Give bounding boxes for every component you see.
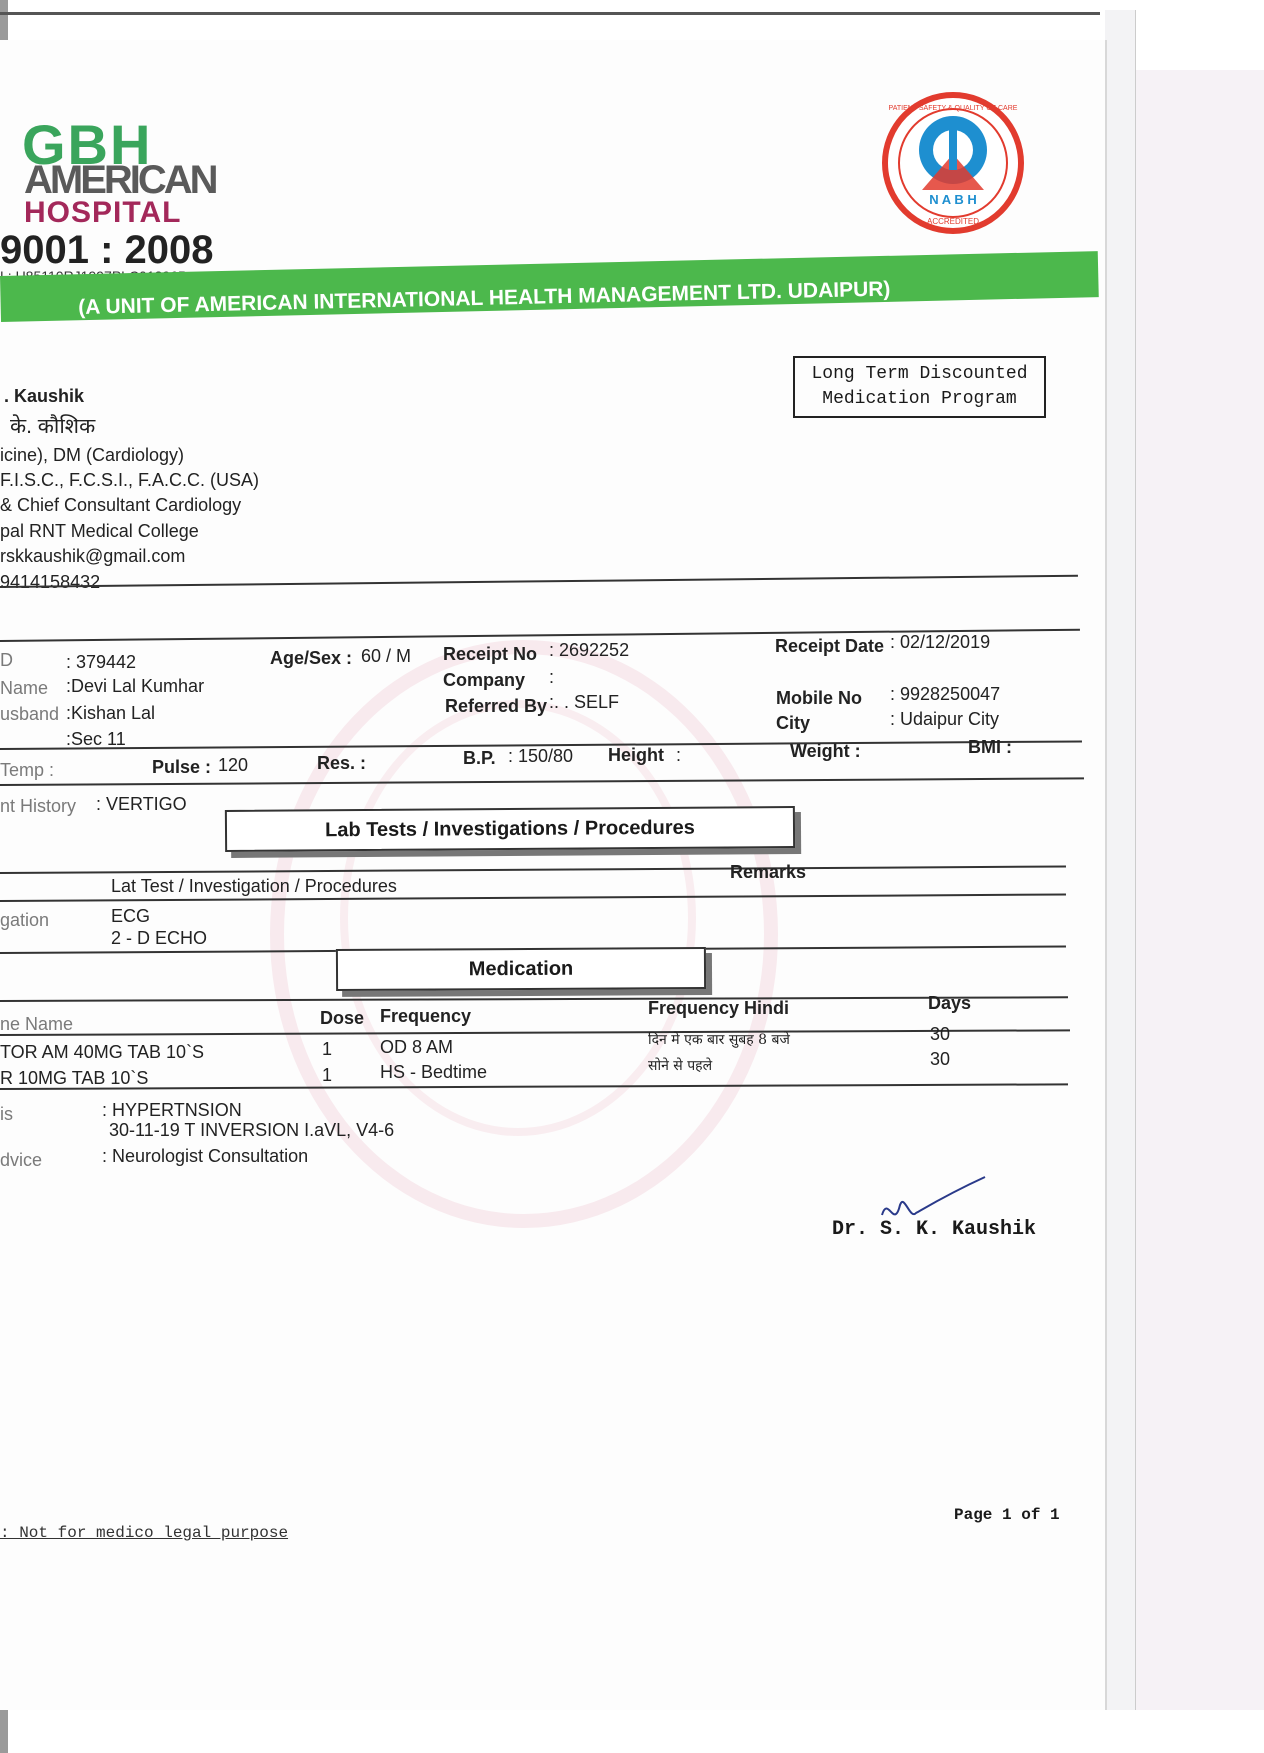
receipt-no-label: Receipt No [443, 644, 538, 664]
med-col-dose: Dose [320, 1008, 365, 1028]
nabh-mid-text: N A B H [929, 192, 977, 207]
receipt-no-value: : 2692252 [549, 640, 630, 660]
doctor-college: pal RNT Medical College [0, 521, 199, 541]
husband-label: usband [0, 704, 60, 724]
med-row-dose: 1 [322, 1039, 333, 1059]
address-value: :Sec 11 [66, 729, 126, 749]
city-label: City [776, 713, 811, 733]
med-row-frequency: OD 8 AM [380, 1037, 454, 1057]
background-sheet [1105, 10, 1136, 1710]
doctor-phone: 9414158432 [0, 572, 101, 592]
husband-value: :Kishan Lal [66, 703, 156, 723]
investigation-label: gation [0, 910, 50, 930]
logo-american: AMERICAN [24, 158, 216, 202]
patient-id-label: D [0, 650, 13, 670]
nabh-bottom-text: ACCREDITED [926, 217, 980, 226]
patient-name-value: :Devi Lal Kumhar [66, 676, 205, 696]
history-label: nt History [0, 796, 77, 816]
nabh-seal-icon [882, 92, 1024, 234]
med-row-name: TOR AM 40MG TAB 10`S [0, 1042, 205, 1062]
med-row-frequency: HS - Bedtime [380, 1062, 488, 1082]
company-label: Company [443, 670, 526, 690]
logo-gbh: GBH [22, 113, 153, 176]
med-col-name: ne Name [0, 1014, 74, 1034]
doctor-qualification: icine), DM (Cardiology) [0, 445, 185, 465]
med-col-frequency: Frequency [380, 1006, 472, 1026]
mobile-label: Mobile No [776, 688, 862, 708]
banner-text: (A UNIT OF AMERICAN INTERNATIONAL HEALTH MANAGEMENT LTD. UDAIPUR) [78, 277, 891, 319]
age-sex-value: 60 / M [361, 646, 412, 666]
advice-label: dvice [0, 1150, 43, 1170]
referred-by-value: :. . SELF [549, 692, 620, 712]
company-value: : [549, 667, 555, 687]
doctor-name: . Kaushik [4, 386, 85, 406]
age-sex-label: Age/Sex : [270, 648, 353, 668]
history-value: : VERTIGO [96, 794, 187, 814]
med-row-name: R 10MG TAB 10`S [0, 1068, 149, 1088]
program-line1: Long Term Discounted [811, 364, 1028, 384]
receipt-date-label: Receipt Date [775, 636, 885, 656]
diagnosis-line2: 30-11-19 T INVERSION I.aVL, V4-6 [109, 1120, 395, 1140]
height-value: : [676, 745, 682, 765]
bp-value: : 150/80 [508, 746, 574, 766]
lab-section-header: Lab Tests / Investigations / Procedures [225, 806, 795, 852]
med-row-dose: 1 [322, 1065, 333, 1085]
lab-item: 2 - D ECHO [111, 928, 208, 948]
doctor-fellowships: F.I.S.C., F.C.S.I., F.A.C.C. (USA) [0, 470, 260, 490]
lab-item: ECG [111, 906, 151, 926]
weight-label: Weight : [790, 741, 861, 761]
city-value: : Udaipur City [890, 709, 1000, 729]
scan-top-edge [0, 12, 1100, 15]
signatory-name: Dr. S. K. Kaushik [832, 1218, 1037, 1241]
logo-hospital: HOSPITAL [24, 196, 182, 229]
nabh-top-text: PATIENT SAFETY & QUALITY OF CARE [888, 105, 1018, 112]
footer-note: : Not for medico legal purpose [0, 1524, 289, 1542]
res-label: Res. : [317, 753, 367, 773]
height-label: Height [608, 745, 664, 765]
iso-certification: 9001 : 2008 [0, 228, 214, 272]
med-col-frequency-hindi: Frequency Hindi [648, 998, 790, 1018]
med-row-days: 30 [930, 1024, 951, 1044]
doctor-email: rskkaushik@gmail.com [0, 546, 186, 566]
doctor-designation: & Chief Consultant Cardiology [0, 495, 242, 515]
lab-col-remarks: Remarks [730, 862, 807, 882]
patient-id-value: : 379442 [66, 652, 137, 672]
pulse-value: 120 [218, 755, 249, 775]
med-col-days: Days [928, 993, 972, 1013]
diagnosis-label: is [0, 1104, 13, 1124]
patient-name-label: Name [0, 678, 49, 698]
program-line2: Medication Program [822, 389, 1017, 409]
advice-value: : Neurologist Consultation [102, 1146, 309, 1166]
med-row-frequency-hindi: सोने से पहले [648, 1058, 713, 1074]
med-row-frequency-hindi: दिन मे एक बार सुबह 8 बजे [648, 1032, 790, 1048]
referred-by-label: Referred By [445, 696, 548, 716]
pulse-label: Pulse : [152, 757, 212, 777]
background-page [1135, 70, 1264, 1710]
mobile-value: : 9928250047 [890, 684, 1001, 704]
receipt-date-value: : 02/12/2019 [890, 632, 991, 652]
lab-col-test: Lat Test / Investigation / Procedures [111, 876, 397, 896]
bp-label: B.P. [463, 748, 496, 768]
page-number: Page 1 of 1 [954, 1506, 1060, 1524]
doctor-name-hindi: के. कौशिक [10, 415, 96, 438]
bmi-label: BMI : [968, 737, 1012, 757]
diagnosis-line1: : HYPERTNSION [102, 1100, 242, 1120]
med-row-days: 30 [930, 1049, 951, 1069]
medication-section-header: Medication [336, 947, 706, 991]
temp-label: Temp : [0, 760, 55, 780]
program-box [793, 356, 1046, 418]
